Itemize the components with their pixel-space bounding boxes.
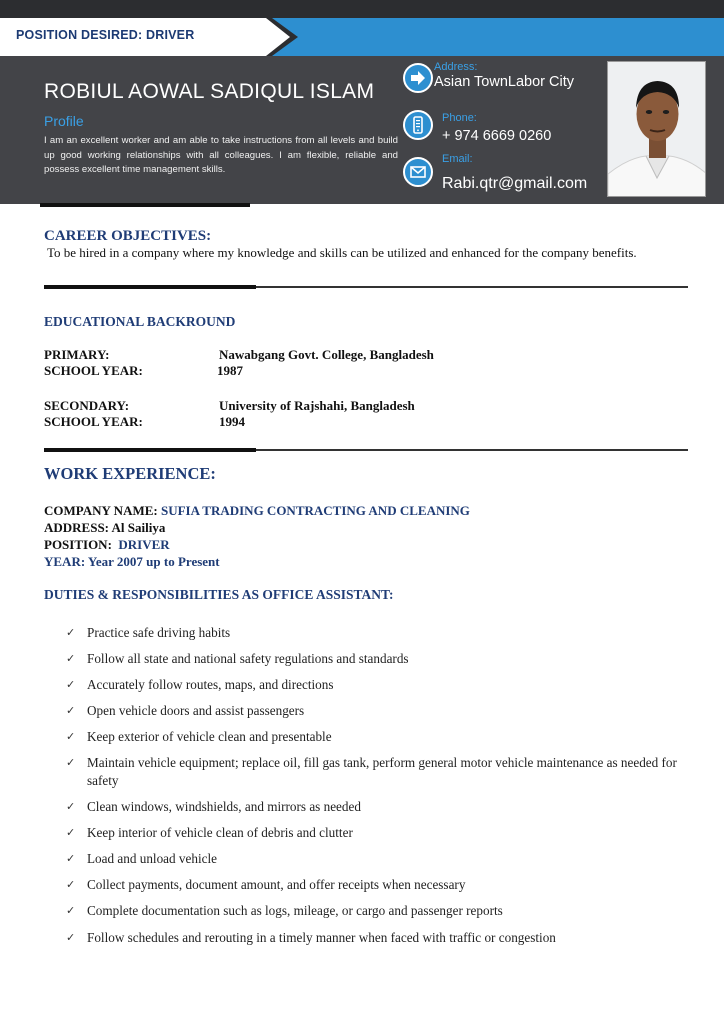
checkmark-icon: ✓	[66, 930, 76, 944]
primary-label: PRIMARY:	[44, 347, 110, 362]
checkmark-icon: ✓	[66, 904, 76, 918]
header-divider	[40, 203, 250, 207]
phone-value: + 974 6669 0260	[442, 128, 552, 144]
duty-text: Keep interior of vehicle clean of debris and clutter	[87, 825, 353, 841]
phone-label: Phone:	[442, 112, 477, 124]
duties-list	[66, 624, 682, 955]
work-address: ADDRESS: Al Sailiya	[44, 520, 166, 535]
duty-text: Follow all state and national safety regulations and standards	[87, 651, 409, 667]
profile-photo	[607, 61, 706, 197]
career-heading: CAREER OBJECTIVES:	[44, 228, 212, 244]
checkmark-icon: ✓	[66, 800, 76, 814]
position-label: POSITION:	[44, 537, 112, 552]
duty-item	[66, 824, 682, 842]
duty-text: Practice safe driving habits	[87, 625, 231, 640]
secondary-label: SECONDARY:	[44, 398, 130, 413]
position-desired: POSITION DESIRED: DRIVER	[16, 28, 195, 42]
duty-item	[66, 754, 682, 789]
duty-item	[66, 702, 682, 720]
position-line	[44, 537, 170, 553]
work-heading: WORK EXPERIENCE:	[44, 464, 216, 483]
checkmark-icon: ✓	[66, 652, 76, 666]
duty-text: Clean windows, windshields, and mirrors as needed	[87, 799, 361, 815]
checkmark-icon: ✓	[66, 826, 76, 840]
profile-title: Profile	[44, 113, 84, 129]
duty-text: Maintain vehicle equipment; replace oil, fill gas tank, perform general motor vehicle maintenance as needed for safety	[87, 755, 677, 788]
primary-school: Nawabgang Govt. College, Bangladesh	[219, 347, 434, 362]
secondary-year-label: SCHOOL YEAR:	[44, 414, 143, 429]
checkmark-icon: ✓	[66, 852, 76, 866]
education-heading: EDUCATIONAL BACKROUND	[44, 314, 236, 329]
arrow-right-icon	[403, 63, 433, 93]
position-value: DRIVER	[118, 537, 170, 552]
education-divider-bar	[44, 448, 256, 452]
candidate-name: ROBIUL AOWAL SADIQUL ISLAM	[44, 80, 375, 103]
duty-item	[66, 728, 682, 746]
checkmark-icon: ✓	[66, 878, 76, 892]
email-label: Email:	[442, 153, 473, 165]
duty-item	[66, 876, 682, 894]
work-year: YEAR: Year 2007 up to Present	[44, 554, 220, 569]
address-label: Address:	[434, 61, 478, 73]
checkmark-icon: ✓	[66, 704, 76, 718]
mail-icon	[403, 157, 433, 187]
duty-text: Keep exterior of vehicle clean and presentable	[87, 729, 332, 745]
checkmark-icon: ✓	[66, 756, 76, 770]
company-line	[44, 503, 470, 519]
top-strip	[0, 0, 724, 18]
duty-text: Load and unload vehicle	[87, 851, 217, 867]
checkmark-icon: ✓	[66, 730, 76, 744]
secondary-year: 1994	[219, 414, 245, 429]
duty-text: Complete documentation such as logs, mileage, or cargo and passenger reports	[87, 903, 503, 919]
duty-item	[66, 929, 682, 947]
duty-item	[66, 902, 682, 920]
duty-item	[66, 650, 682, 668]
email-value: Rabi.qtr@gmail.com	[442, 175, 588, 192]
phone-icon	[403, 110, 433, 140]
duty-item	[66, 676, 682, 694]
career-divider-bar	[44, 285, 256, 289]
duty-item	[66, 624, 682, 642]
duty-text: Accurately follow routes, maps, and directions	[87, 677, 334, 693]
duty-item	[66, 798, 682, 816]
duties-heading: DUTIES & RESPONSIBILITIES AS OFFICE ASSISTANT:	[44, 587, 394, 602]
company-name: SUFIA TRADING CONTRACTING AND CLEANING	[160, 503, 470, 518]
career-text: To be hired in a company where my knowledge and skills can be utilized and enhanced for the company benefits.	[47, 245, 637, 260]
duty-item	[66, 850, 682, 868]
duty-text: Collect payments, document amount, and offer receipts when necessary	[87, 877, 466, 893]
primary-year: 1987	[217, 363, 243, 378]
duty-text: Follow schedules and rerouting in a timely manner when faced with traffic or congestion	[87, 929, 556, 945]
address-value: Asian TownLabor City	[434, 74, 574, 90]
checkmark-icon: ✓	[66, 626, 76, 639]
duty-text: Open vehicle doors and assist passengers	[87, 703, 305, 719]
checkmark-icon: ✓	[66, 678, 76, 692]
profile-text: I am an excellent worker and am able to take instructions from all levels and build up good working relationships with all colleagues. I am flexible, reliable and possess excellent time management skills.	[44, 135, 398, 175]
secondary-school: University of Rajshahi, Bangladesh	[219, 398, 415, 413]
company-label: COMPANY NAME:	[44, 503, 158, 518]
primary-year-label: SCHOOL YEAR:	[44, 363, 143, 378]
